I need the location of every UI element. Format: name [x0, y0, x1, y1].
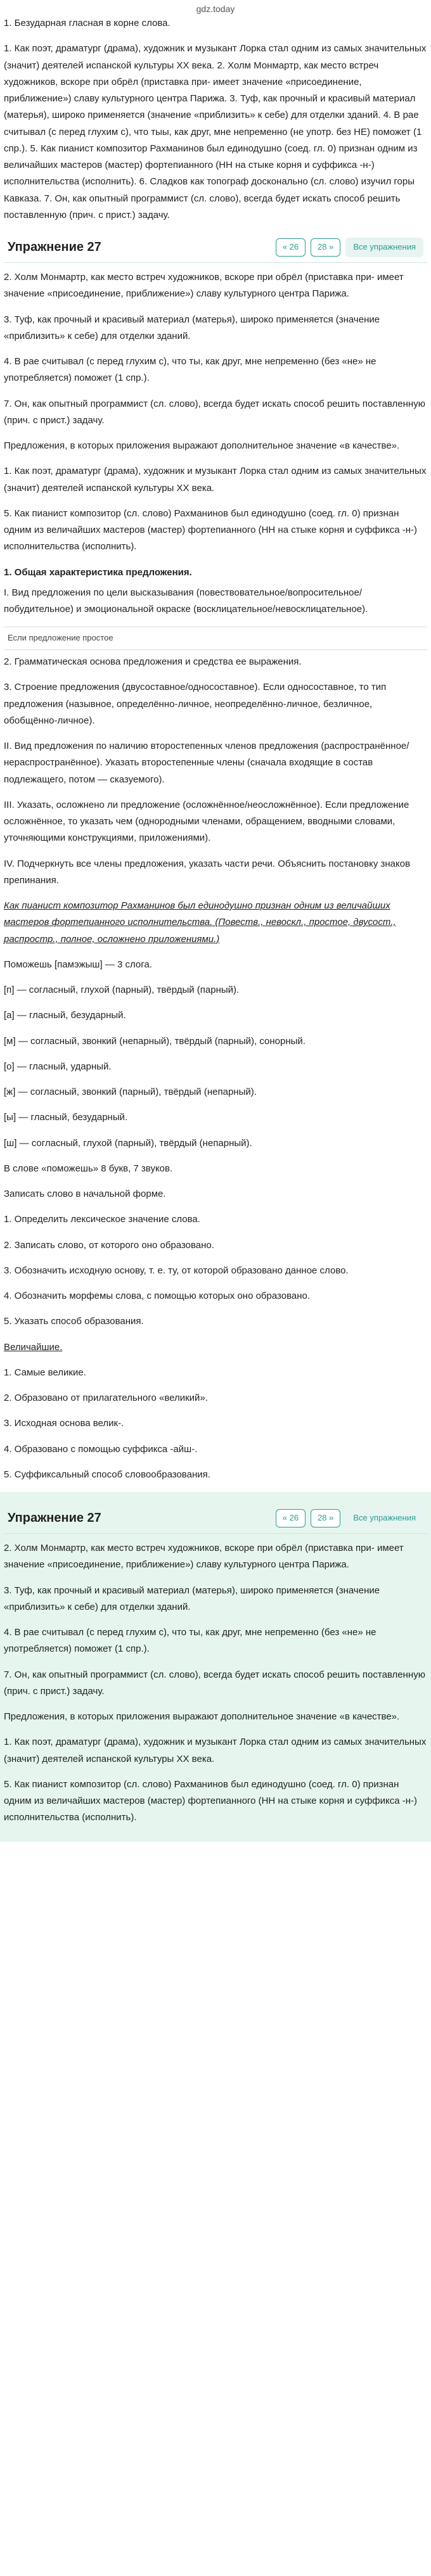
analysis-step-4: II. Вид предложения по наличию второстепенных членов предложения (распространённое/нераспространённое). Указать второстепенные члены (сначала входящие в состав подлежащего, потом — сказуемого).: [4, 741, 409, 785]
phon-4: [ж] — согласный, звонкий (парный), твёрдый (непарный).: [4, 1087, 257, 1097]
analysis-step-1: I. Вид предложения по цели высказывания (повествовательное/вопросительное/побудительное) и эмоциональной окраске (восклицательное/невосклицательное).: [4, 587, 368, 615]
morph-intro: Записать слово в начальной форме.: [4, 1189, 166, 1199]
site-url: gdz.today: [196, 4, 235, 14]
green-exercise-title: Упражнение 27: [8, 1511, 101, 1525]
green-prev-number: 26: [289, 1513, 299, 1523]
phon-5: [ы] — гласный, безударный.: [4, 1112, 128, 1123]
green-prev-button[interactable]: « 26: [276, 1509, 306, 1527]
green-section: [0, 1492, 431, 1842]
green-pager: [276, 1508, 423, 1528]
answer-2: 2. Холм Монмартр, как место встреч художников, вскоре при обрёл (приставка при- имеет значение «присоединение, приближение») славу культурного центра Парижа.: [4, 272, 404, 300]
green-para-0: 2. Холм Монмартр, как место встреч художников, вскоре при обрёл (приставка при- имеет значение «присоединение, приближение») славу культурного центра Парижа.: [4, 1543, 404, 1571]
phonetic-title: Поможешь [памэжыш] — 3 слога.: [4, 959, 152, 970]
exercise-text: 1. Как поэт, драматург (драма), художник и музыкант Лорка стал одним из самых значительных (значит) деятелей испанской культуры XX века. 2. Холм Монмартр, как место встреч художников, вскоре при обрёл (приставка при- имеет значение «присоединение, приближение») славу культурного центра Парижа. 3. Туф, как прочный и красивый материал (матерья), широко применяется (значение «приблизить» к себе) для отделки зданий. 4. В рае считывал (с перед глухим с), что тыы, как друг, мне непременно (не употр. без НЕ) поможет (1 спр.). 5. Как пианист композитор Рахманинов был единодушно (соед. гл. 0) признан одним из величайших мастеров (мастер) фортепианного (НН на стыке корня и суффикса -н-) исполнительства (исполнить). 6. Сладков как топограф досконально (сл. слово) изучил горы Кавказа. 7. Он, как опытный программист (сл. слово), всегда будет искать способ решить поставленную (прич. с прист.) задачу.: [4, 43, 427, 220]
green-para-6: 5. Как пианист композитор (сл. слово) Рахманинов был единодушно (соед. гл. 0) признан одним из величайших мастеров (мастер) фортепианного (НН на стыке корня и суффикса -н-) исполнительства (исполнить).: [4, 1778, 418, 1823]
answer-1: 1. Как поэт, драматург (драма), художник и музыкант Лорка стал одним из самых значительных (значит) деятелей испанской культуры XX века.: [4, 466, 427, 494]
analyzed-word: Величайшие.: [4, 1341, 63, 1353]
analysis-step-2: 2. Грамматическая основа предложения и средства ее выражения.: [4, 656, 302, 667]
morph-step-4: 5. Указать способ образования.: [4, 1316, 144, 1327]
answer-category: Предложения, в которых приложения выражают дополнительное значение «в качестве».: [4, 440, 400, 451]
green-exercise-header: [4, 1503, 427, 1534]
analysis-step-5: III. Указать, осложнено ли предложение (осложнённое/неосложнённое). Если предложение осложнённое, то указать чем (однородными членами, обращением, вводными словами, уточняющими конструкциями, приложениями).: [4, 799, 409, 844]
morph-step-2: 3. Обозначить исходную основу, т. е. ту, от которой образовано данное слово.: [4, 1265, 349, 1276]
pager: [276, 238, 423, 257]
note-simple: Если предложение простое: [4, 627, 427, 650]
analysis-step-6: IV. Подчеркнуть все члены предложения, указать части речи. Объяснить постановку знаков препинания.: [4, 858, 411, 886]
prev-number: 26: [289, 242, 299, 252]
morph-step-1: 2. Записать слово, от которого оно образовано.: [4, 1239, 214, 1251]
phon-total: В слове «поможешь» 8 букв, 7 звуков.: [4, 1163, 173, 1174]
prev-button[interactable]: « 26: [276, 238, 306, 257]
phon-6: [ш] — согласный, глухой (парный), твёрдый (непарный).: [4, 1137, 252, 1149]
green-para-3: 7. Он, как опытный программист (сл. слово), всегда будет искать способ решить поставленную (прич. с прист.) задачу.: [4, 1669, 425, 1697]
answer-3: 3. Туф, как прочный и красивый материал (матерья), широко применяется (значение «приблизить» к себе) для отделки зданий.: [4, 314, 380, 341]
green-para-5: 1. Как поэт, драматург (драма), художник и музыкант Лорка стал одним из самых значительных (значит) деятелей испанской культуры XX века.: [4, 1737, 427, 1764]
green-next-button[interactable]: 28 »: [311, 1509, 340, 1527]
exercise-header: [4, 233, 427, 263]
green-para-1: 3. Туф, как прочный и красивый материал (матерья), широко применяется (значение «приблизить» к себе) для отделки зданий.: [4, 1584, 380, 1612]
next-button[interactable]: 28 »: [311, 238, 340, 257]
answer-7: 7. Он, как опытный программист (сл. слово), всегда будет искать способ решить поставленную (прич. с прист.) задачу.: [4, 398, 425, 426]
all-exercises-button[interactable]: Все упражнения: [345, 238, 423, 257]
morph-step-3: 4. Обозначить морфемы слова, с помощью которых оно образовано.: [4, 1291, 311, 1301]
green-all-exercises-button[interactable]: Все упражнения: [345, 1508, 423, 1528]
green-para-2: 4. В рае считывал (с перед глухим с), что ты, как друг, мне непременно (без «не» не употребляется) поможет (1 спр.).: [4, 1627, 376, 1655]
phon-2: [м] — согласный, звонкий (непарный), твёрдый (парный), сонорный.: [4, 1035, 306, 1047]
answer-4: 4. В рае считывал (с перед глухим с), что ты, как друг, мне непременно (без «не» не употребляется) поможет (1 спр.).: [4, 356, 376, 384]
morph-answer-2: 3. Исходная основа велик-.: [4, 1418, 124, 1429]
answer-5: 5. Как пианист композитор (сл. слово) Рахманинов был единодушно (соед. гл. 0) признан одним из величайших мастеров (мастер) фортепианного (НН на стыке корня и суффикса -н-) исполнительства (исполнить).: [4, 507, 418, 552]
analysis-title: 1. Общая характеристика предложения.: [4, 566, 192, 578]
main-content: [0, 15, 431, 1483]
parsed-sentence: Как пианист композитор Рахманинов был единодушно признан одним из величайших мастеров фортепианного исполнительства. (Повеств., невоскл., простое, двусост., распростр., полное, осложнено приложениями.): [4, 900, 396, 945]
morph-answer-0: 1. Самые великие.: [4, 1367, 86, 1378]
phon-3: [о] — гласный, ударный.: [4, 1061, 112, 1072]
exercise-title: Упражнение 27: [8, 240, 101, 254]
morph-step-0: 1. Определить лексическое значение слова.: [4, 1214, 200, 1225]
phon-1: [а] — гласный, безударный.: [4, 1010, 126, 1021]
phon-0: [п] — согласный, глухой (парный), твёрдый (парный).: [4, 985, 240, 995]
green-para-4: Предложения, в которых приложения выражают дополнительное значение «в качестве».: [4, 1711, 400, 1722]
green-next-number: 28: [318, 1513, 327, 1523]
next-number: 28: [318, 242, 327, 252]
morph-answer-1: 2. Образовано от прилагательного «великий».: [4, 1393, 208, 1403]
morph-answer-4: 5. Суффиксальный способ словообразования.: [4, 1469, 210, 1480]
intro-paragraph: 1. Безударная гласная в корне слова.: [4, 18, 170, 29]
analysis-step-3: 3. Строение предложения (двусоставное/односоставное). Если односоставное, то тип предложения (назывное, определённо-личное, неопределённо-личное, безличное, обобщённо-личное).: [4, 682, 387, 726]
morph-answer-3: 4. Образовано с помощью суффикса -айш-.: [4, 1443, 198, 1455]
